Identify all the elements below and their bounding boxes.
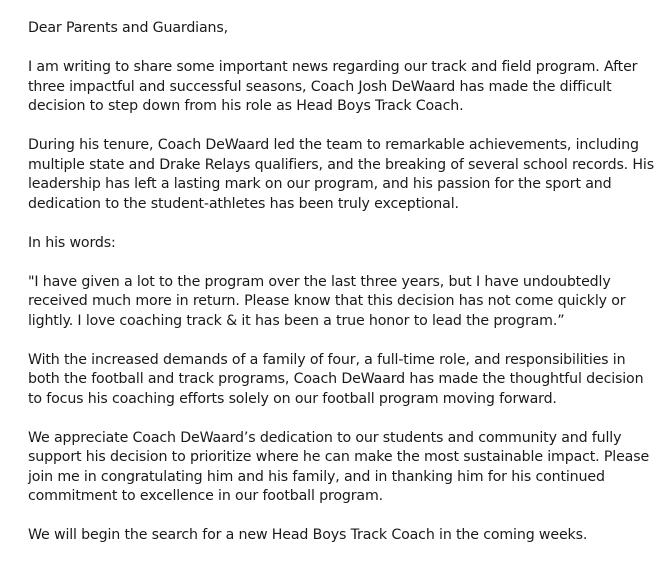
paragraph-quote-intro: In his words: — [28, 234, 116, 251]
paragraph-quote: "I have given a lot to the program over the last three years, but I have undoubtedly received much more in return. Please know that this decision has not come quickly or lightly. I love coaching track & it has been a true honor to lead the program.” — [28, 273, 626, 329]
paragraph-achievements: During his tenure, Coach DeWaard led the team to remarkable achievements, including multiple state and Drake Relays qualifiers, and the breaking of several school records. His leadership has left a lasting mark on our program, and his passion for the sport and dedication to the student-athletes has been truly exceptional. — [28, 137, 654, 212]
paragraph-announcement: I am writing to share some important news regarding our track and field program. After three impactful and successful seasons, Coach Josh DeWaard has made the difficult decision to step down from his role as Head Boys Track Coach. — [28, 59, 638, 114]
letter-body — [28, 19, 654, 546]
paragraph-appreciation: We appreciate Coach DeWaard’s dedication to our students and community and fully support his decision to prioritize where he can make the most sustainable impact. Please join me in congratulating him and his family, and in thanking him for his continued commitment to excellence in our football program. — [28, 429, 650, 504]
paragraph-reasons: With the increased demands of a family of four, a full-time role, and responsibilities in both the football and track programs, Coach DeWaard has made the thoughtful decision to focus his coaching efforts solely on our football program moving forward. — [28, 351, 644, 407]
salutation: Dear Parents and Guardians, — [28, 20, 228, 36]
paragraph-search: We will begin the search for a new Head Boys Track Coach in the coming weeks. — [28, 527, 588, 543]
